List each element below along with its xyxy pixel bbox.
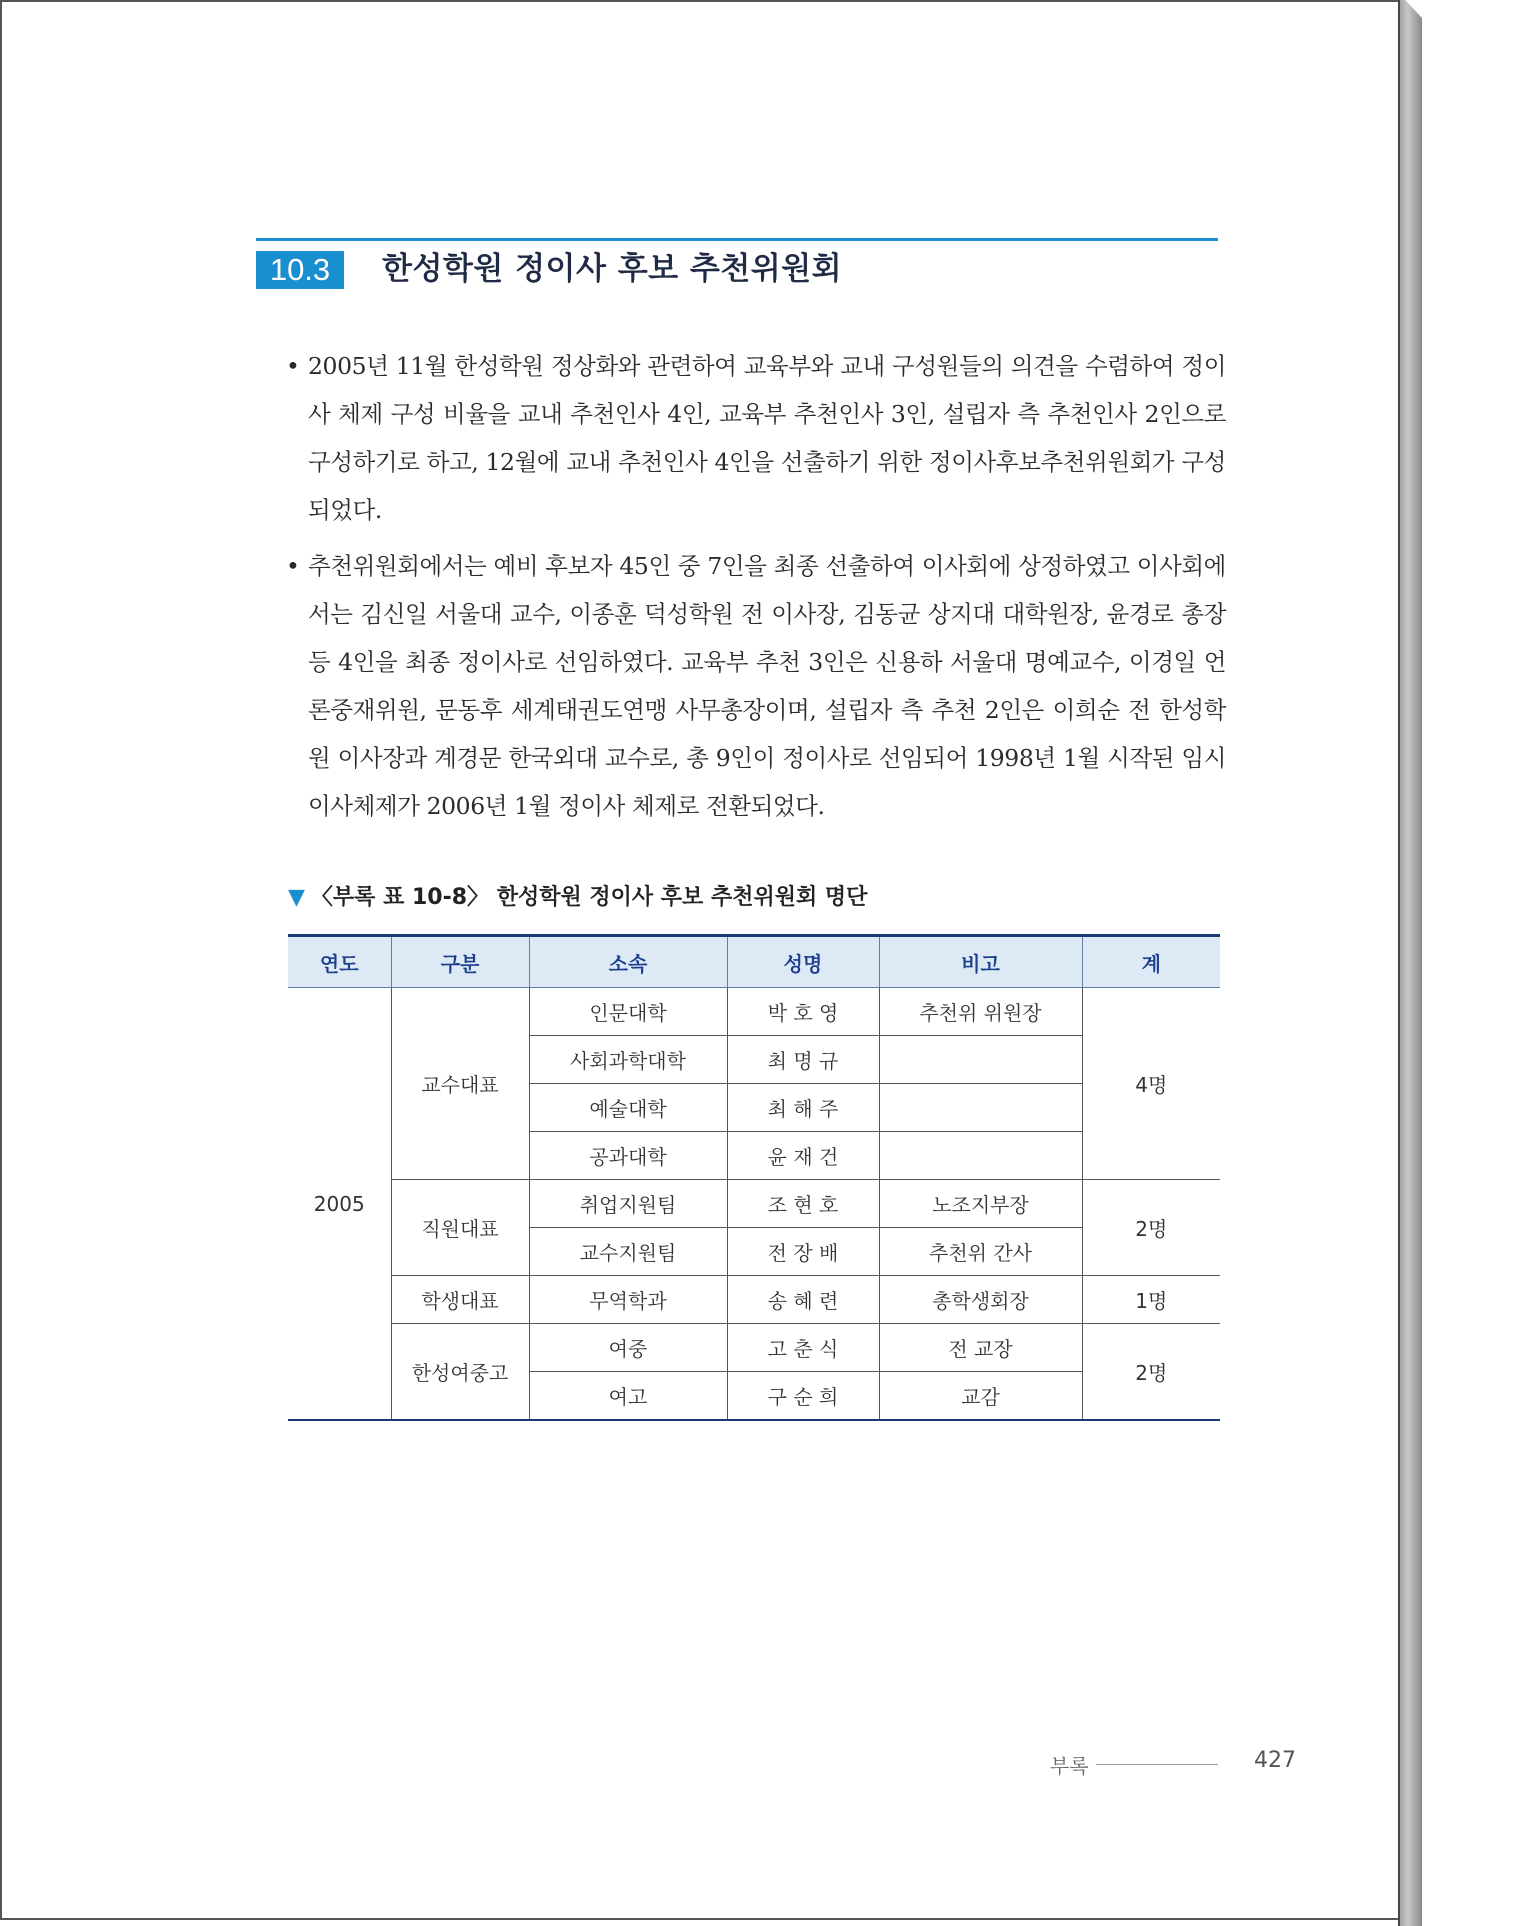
cell-category: 교수대표 [391,988,529,1180]
cell-name: 조 현 호 [727,1180,879,1228]
cell-category: 학생대표 [391,1276,529,1324]
table-row [288,1276,1220,1324]
cell-note: 총학생회장 [879,1276,1082,1324]
header-total: 계 [1082,936,1220,988]
table-row [288,1324,1220,1372]
cell-affiliation: 취업지원팀 [529,1180,727,1228]
cell-category: 직원대표 [391,1180,529,1276]
paragraph-2: • 추천위원회에서는 예비 후보자 45인 중 7인을 최종 선출하여 이사회에 상정하였고 이사회에서는 김신일 서울대 교수, 이종훈 덕성학원 전 이사장, 김동균 상지대 대학원장, 윤경로 총장 등 4인을 최종 정이사로 선임하였다. 교육부 추천 3인은 신용하 서울대 명예교수, 이경일 언론중재위원, 문동후 세계태권도연맹 사무총장이며, 설립자 측 추천 2인은 이희순 전 한성학원 이사장과 계경문 한국외대 교수로, 총 9인이 정이사로 선임되어 1998년 1월 시작된 임시이사체제가 2006년 1월 정이사 체제로 전환되었다. [286,542,1226,830]
cell-total: 2명 [1082,1324,1220,1421]
section-title: 한성학원 정이사 후보 추천위원회 [382,251,843,287]
cell-total: 4명 [1082,988,1220,1180]
cell-affiliation: 사회과학대학 [529,1036,727,1084]
cell-affiliation: 공과대학 [529,1132,727,1180]
cell-note [879,1132,1082,1180]
cell-category: 한성여중고 [391,1324,529,1421]
cell-affiliation: 인문대학 [529,988,727,1036]
table-caption [288,883,867,913]
header-name: 성명 [727,936,879,988]
cell-note: 추천위 간사 [879,1228,1082,1276]
cell-name: 박 호 영 [727,988,879,1036]
table-header-row [288,936,1220,988]
cell-name: 전 장 배 [727,1228,879,1276]
cell-note [879,1084,1082,1132]
header-affiliation: 소속 [529,936,727,988]
page-number: 427 [1254,1748,1296,1773]
footer-section-label: 부록 [1050,1754,1089,1778]
cell-affiliation: 무역학과 [529,1276,727,1324]
cell-note: 전 교장 [879,1324,1082,1372]
page-edge-shadow [1398,0,1422,1926]
cell-affiliation: 여중 [529,1324,727,1372]
body-paragraphs [286,342,1226,838]
header-note: 비고 [879,936,1082,988]
cell-total: 2명 [1082,1180,1220,1276]
cell-affiliation: 예술대학 [529,1084,727,1132]
cell-name: 송 혜 련 [727,1276,879,1324]
section-rule [256,238,1218,241]
cell-name: 최 명 규 [727,1036,879,1084]
footer-rule [1096,1764,1218,1765]
paragraph-1: • 2005년 11월 한성학원 정상화와 관련하여 교육부와 교내 구성원들의 의견을 수렴하여 정이사 체제 구성 비율을 교내 추천인사 4인, 교육부 추천인사 3인, 설립자 측 추천인사 2인으로 구성하기로 하고, 12월에 교내 추천인사 4인을 선출하기 위한 정이사후보추천위원회가 구성되었다. [286,342,1226,534]
triangle-down-icon: ▼ [288,885,305,910]
section-number-badge: 10.3 [256,251,344,289]
cell-name: 고 춘 식 [727,1324,879,1372]
table-row [288,988,1220,1036]
cell-note: 교감 [879,1372,1082,1421]
cell-name: 구 순 희 [727,1372,879,1421]
cell-affiliation: 여고 [529,1372,727,1421]
cell-affiliation: 교수지원팀 [529,1228,727,1276]
cell-name: 최 해 주 [727,1084,879,1132]
committee-roster-table [288,934,1220,1421]
cell-note [879,1036,1082,1084]
cell-year: 2005 [288,988,391,1421]
table-caption-text: 〈부록 표 10-8〉 한성학원 정이사 후보 추천위원회 명단 [310,885,868,910]
table-row [288,1180,1220,1228]
header-year: 연도 [288,936,391,988]
cell-name: 윤 재 건 [727,1132,879,1180]
header-category: 구분 [391,936,529,988]
cell-note: 노조지부장 [879,1180,1082,1228]
page-edge-line [1398,0,1400,1926]
cell-note: 추천위 위원장 [879,988,1082,1036]
cell-total: 1명 [1082,1276,1220,1324]
